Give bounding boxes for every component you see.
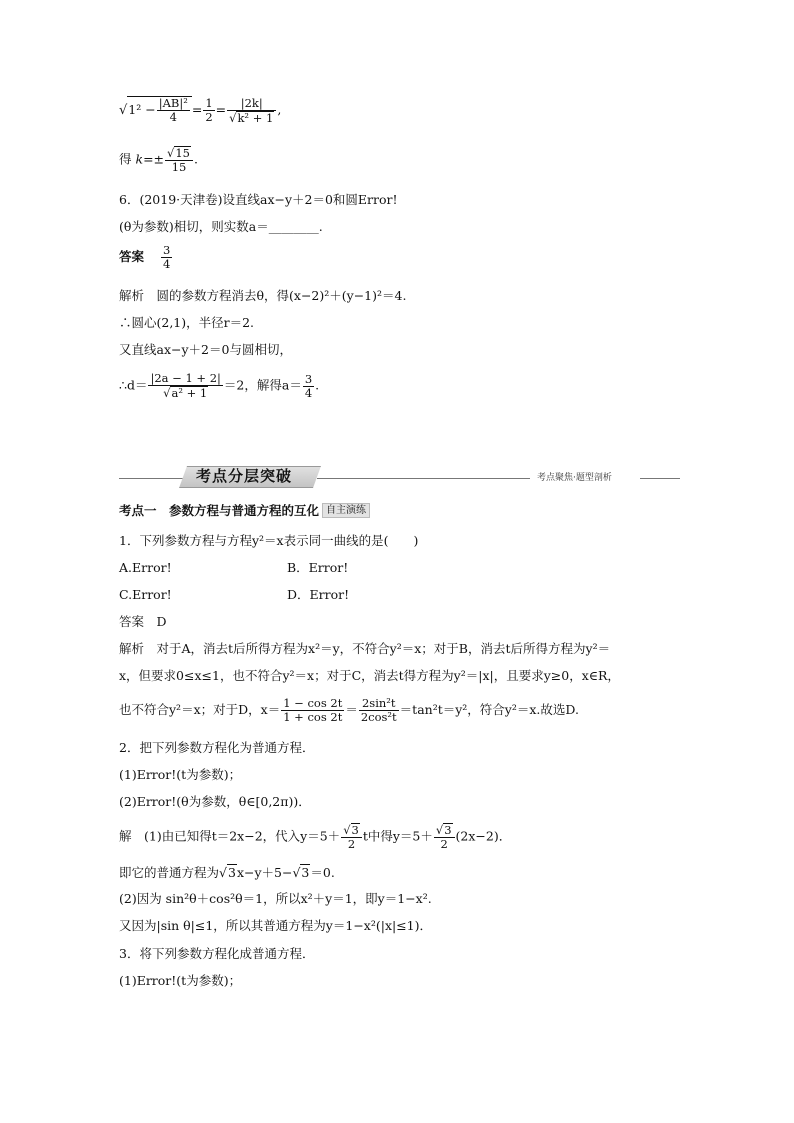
p1-option-d: D．Error! — [287, 587, 350, 602]
q6-answer: 答案 $\frac{3}{4}$ — [119, 243, 171, 271]
q6-solution-3: 又直线ax−y＋2＝0与圆相切， — [119, 342, 292, 357]
formula-top: √1² − $\frac{\text{|AB|²}}{4}$ = $\frac{1}{2}$ = $\frac{|2k|}{\text{√k² + 1}}$ , — [119, 95, 282, 125]
section-subtitle: 考点聚焦·题型剖析 — [537, 473, 612, 483]
p2-question: 2．把下列参数方程化为普通方程． — [119, 740, 315, 755]
formula-k: 得 k=± $\frac{√15}{15}$ . — [119, 146, 198, 174]
p1-option-a: A.Error! — [119, 560, 172, 575]
radicand: 1² − $\frac{\text{|AB|²}}{4}$ — [127, 96, 192, 124]
section-title: 考点分层突破 — [196, 467, 293, 485]
p1-solution-1: 解析 对于A，消去t后所得方程为x²＝y，不符合y²＝x；对于B，消去t后所得方程为y²＝ — [119, 641, 611, 656]
fraction: $\frac{\text{|AB|²}}{4}$ — [158, 96, 188, 124]
p1-solution-3: 也不符合y²＝x；对于D，x＝ $\frac{1 - \cos 2t}{1 + \cos 2t}$ ＝ $\frac{\text{2sin²t}}{\text{2cos²t}}$ ＝tan²t＝y²，符合y²＝x.故选D. — [119, 696, 579, 724]
p3-question: 3．将下列参数方程化成普通方程． — [119, 946, 315, 961]
p2-solution-3: (2)因为 sin²θ＋cos²θ＝1，所以x²＋y＝1，即y＝1−x². — [119, 891, 432, 906]
p2-solution-2: 即它的普通方程为√3x−y＋5−√3＝0. — [119, 865, 335, 880]
q6-line2: (θ为参数)相切，则实数a＝________. — [119, 219, 323, 234]
fraction: $\frac{1}{2}$ — [205, 96, 213, 124]
fraction: $\frac{|2a - 1 + 2|}{\text{√a² + 1}}$ — [150, 371, 221, 400]
radical-sign: √ — [119, 103, 128, 118]
header-rule-right — [640, 478, 680, 479]
p3-sub1: (1)Error!(t为参数)； — [119, 973, 242, 988]
kaodian1-heading: 考点一 参数方程与普通方程的互化 自主演练 — [119, 503, 370, 519]
p2-sub2: (2)Error!(θ为参数，θ∈[0,2π))． — [119, 794, 311, 809]
fraction: $\frac{3}{4}$ — [162, 243, 171, 271]
p1-option-c: C.Error! — [119, 587, 172, 602]
q6-solution-1: 解析 圆的参数方程消去θ，得(x−2)²＋(y−1)²＝4. — [119, 288, 407, 303]
fraction: $\frac{|2k|}{\text{√k² + 1}}$ — [227, 97, 276, 125]
p2-sub1: (1)Error!(t为参数)； — [119, 767, 242, 782]
p2-solution-1: 解 (1)由已知得t＝2x−2，代入y＝5＋ $\frac{√3}{2}$ t中得y＝5＋ $\frac{√3}{2}$ (2x−2)． — [119, 823, 512, 851]
fraction: $\frac{\text{2sin²t}}{\text{2cos²t}}$ — [360, 696, 397, 724]
p1-question: 1．下列参数方程与方程y²＝x表示同一曲线的是( ) — [119, 533, 419, 548]
fraction: $\frac{√3}{2}$ — [341, 823, 362, 851]
fraction: $\frac{√15}{15}$ — [165, 146, 193, 174]
fraction: $\frac{√3}{2}$ — [434, 823, 455, 851]
fraction: $\frac{3}{4}$ — [304, 371, 313, 400]
p2-solution-4: 又因为|sin θ|≤1，所以其普通方程为y＝1−x²(|x|≤1)． — [119, 918, 433, 933]
p1-option-b: B．Error! — [287, 560, 349, 575]
self-practice-badge: 自主演练 — [322, 503, 370, 518]
fraction: $\frac{1 - \cos 2t}{1 + \cos 2t}$ — [283, 696, 343, 724]
q6-solution-2: ∴圆心(2,1)，半径r＝2. — [119, 315, 255, 330]
q6-line1: 6．(2019·天津卷)设直线ax−y＋2＝0和圆Error! — [119, 192, 398, 207]
q6-solution-4: ∴d＝ $\frac{|2a - 1 + 2|}{\text{√a² + 1}}$ ＝2，解得a＝ $\frac{3}{4}$ . — [119, 371, 320, 400]
p1-solution-2: x，但要求0≤x≤1，也不符合y²＝x；对于C，消去t得方程为y²＝|x|，且要求y≥0，x∈R， — [119, 668, 620, 683]
header-rule-middle — [317, 478, 530, 479]
p1-answer: 答案 D — [119, 614, 167, 629]
